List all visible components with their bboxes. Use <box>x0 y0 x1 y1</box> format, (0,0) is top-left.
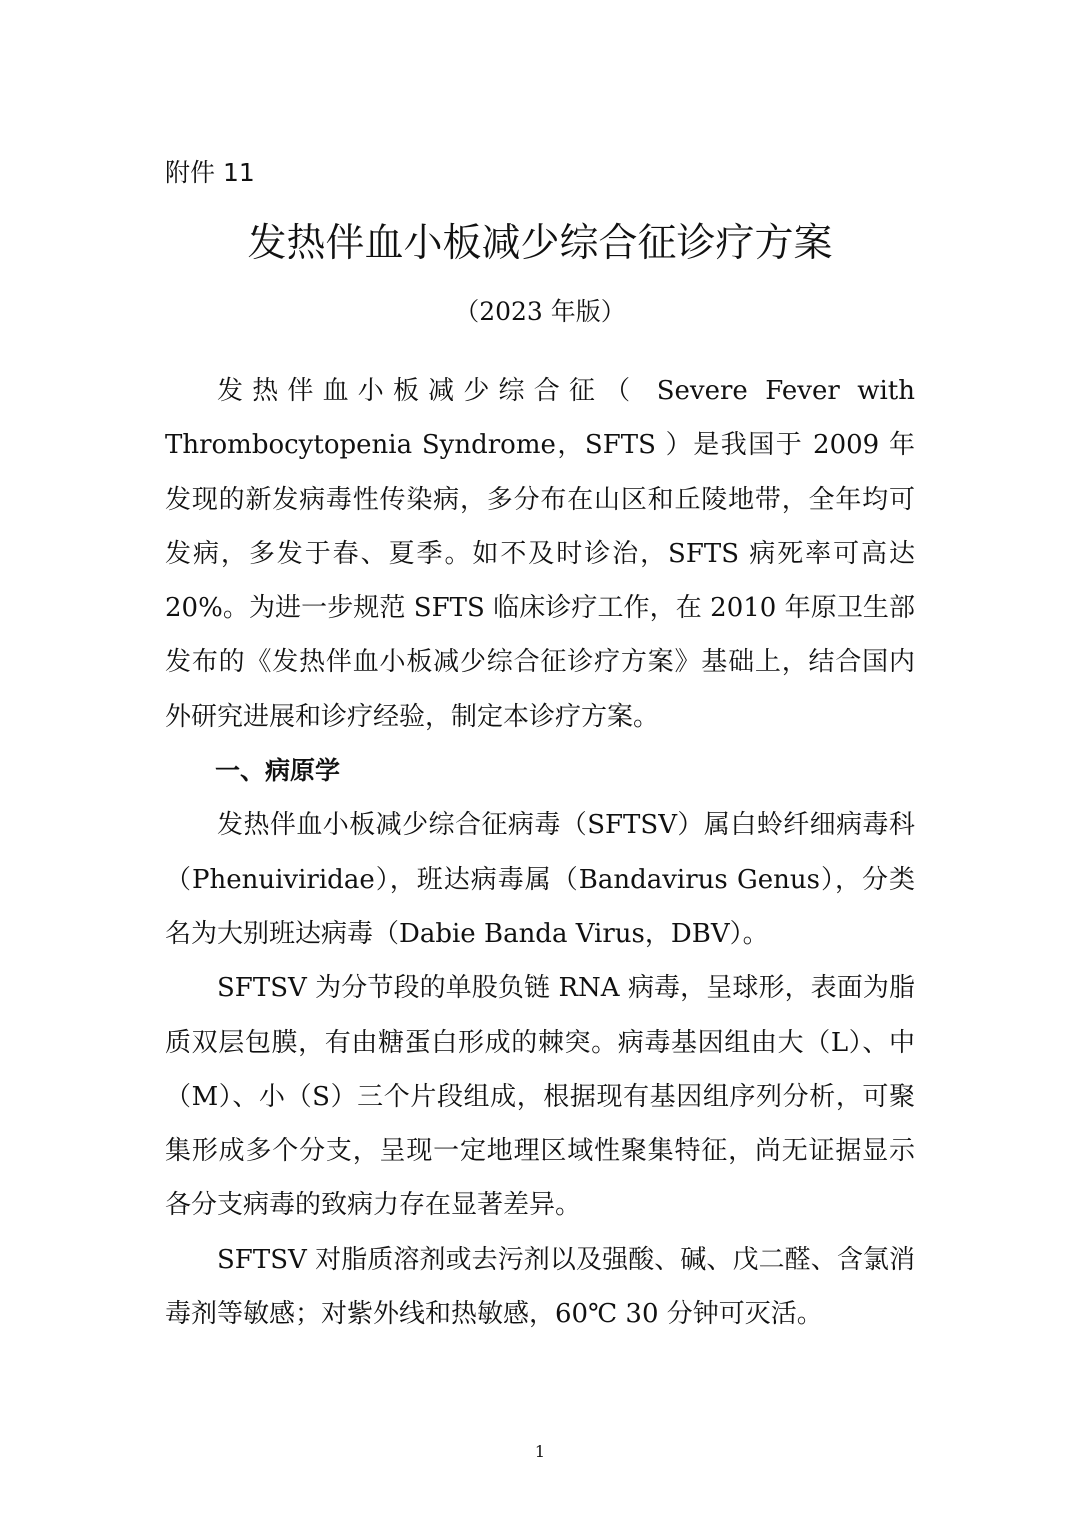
attachment-label: 附件 11 <box>165 158 255 187</box>
etiology-paragraph-2: SFTSV 为分节段的单股负链 RNA 病毒，呈球形，表面为脂质双层包膜，有由糖蛋白形成的棘突。病毒基因组由大（L）、中（M）、小（S）三个片段组成，根据现有基因组序列分析，可聚集形成多个分支，呈现一定地理区域性聚集特征，尚无证据显示各分支病毒的致病力存在显著差异。 <box>165 973 915 1221</box>
page-number: 1 <box>534 1442 546 1461</box>
intro-paragraph: 发热伴血小板减少综合征（ Severe Fever with Thrombocytopenia Syndrome，SFTS ）是我国于 2009 年发现的新发病毒性传染病，多分布在山区和丘陵地带，全年均可发病，多发于春、夏季。如不及时诊治，SFTS 病死率可高达 20%。为进一步规范 SFTS 临床诊疗工作，在 2010 年原卫生部发布的《发热伴血小板减少综合征诊疗方案》基础上，结合国内外研究进展和诊疗经验，制定本诊疗方案。 <box>165 376 915 732</box>
document-body <box>165 364 915 1341</box>
etiology-paragraph-3: SFTSV 对脂质溶剂或去污剂以及强酸、碱、戊二醛、含氯消毒剂等敏感；对紫外线和热敏感，60℃ 30 分钟可灭活。 <box>165 1244 915 1330</box>
document-edition: （2023 年版） <box>454 297 626 326</box>
document-title: 发热伴血小板减少综合征诊疗方案 <box>247 221 833 266</box>
etiology-paragraph-1: 发热伴血小板减少综合征病毒（SFTSV）属白蛉纤细病毒科（Phenuiviridae），班达病毒属（Bandavirus Genus），分类名为大别班达病毒（Dabie Banda Virus，DBV）。 <box>165 810 915 949</box>
section-heading: 一、病原学 <box>215 756 341 786</box>
